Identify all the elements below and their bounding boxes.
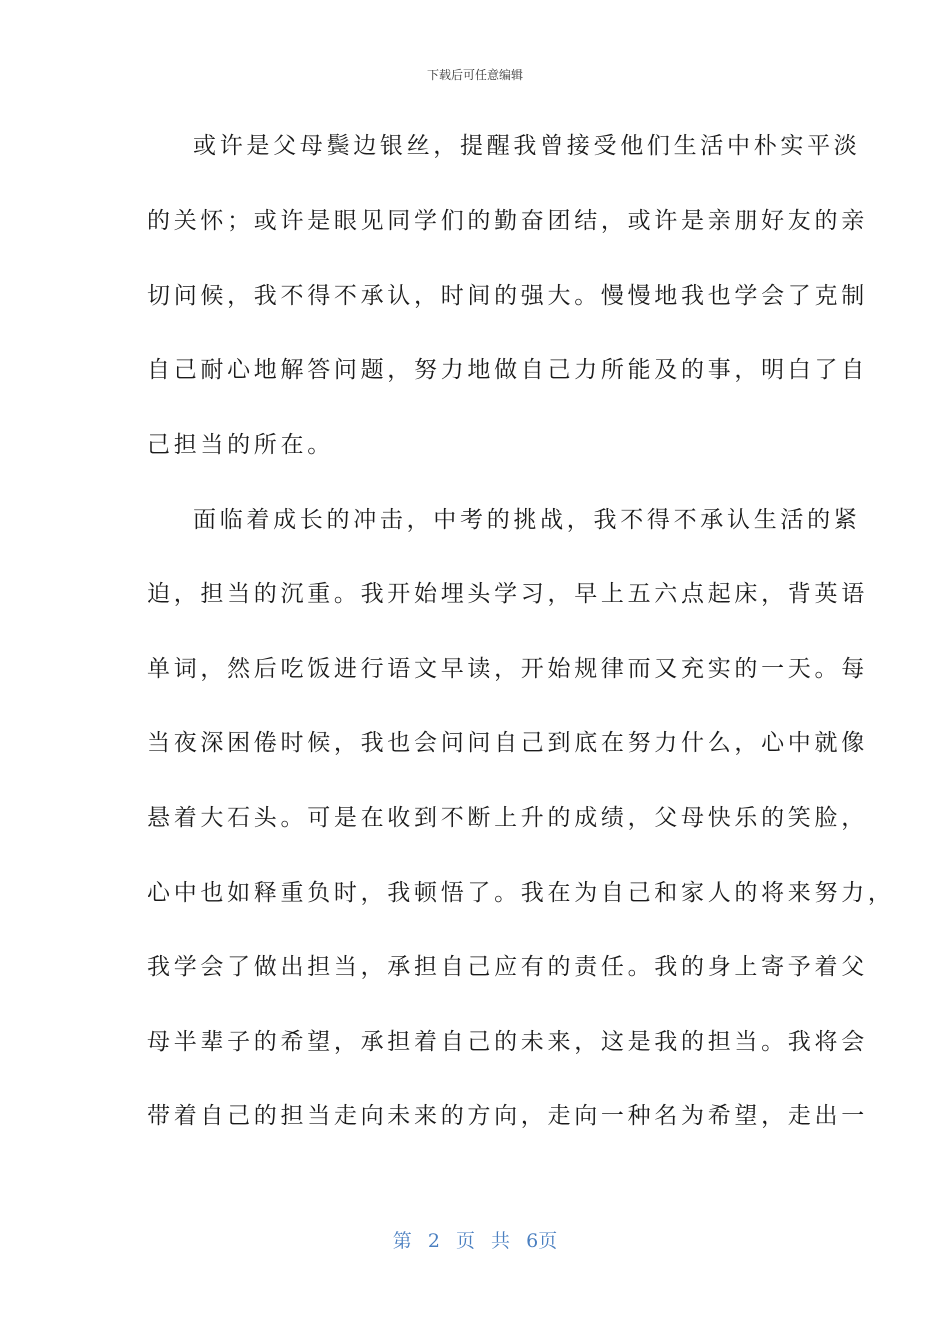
footer-total-word: 共 (491, 1230, 511, 1252)
paragraph-2-line-7: 我学会了做出担当，承担自己应有的责任。我的身上寄予着父 (147, 954, 868, 980)
paragraph-2-line-3: 单词，然后吃饭进行语文早读，开始规律而又充实的一天。每 (147, 656, 868, 682)
paragraph-2-line-2: 迫，担当的沉重。我开始埋头学习，早上五六点起床，背英语 (147, 581, 868, 607)
paragraph-2-line-1: 面临着成长的冲击，中考的挑战，我不得不承认生活的紧 (193, 507, 861, 533)
page-footer (0, 1226, 950, 1253)
paragraph-1-line-5: 己担当的所在。 (147, 432, 334, 458)
paragraph-1-line-3: 切问候，我不得不承认，时间的强大。慢慢地我也学会了克制 (147, 283, 868, 309)
paragraph-2-line-5: 悬着大石头。可是在收到不断上升的成绩，父母快乐的笑脸， (147, 805, 868, 831)
paragraph-1-line-4: 自己耐心地解答问题，努力地做自己力所能及的事，明白了自 (147, 357, 868, 383)
page-header: 下载后可任意编辑 (426, 68, 523, 82)
paragraph-2-line-8: 母半辈子的希望，承担着自己的未来，这是我的担当。我将会 (147, 1029, 868, 1055)
paragraph-1-line-1: 或许是父母鬓边银丝，提醒我曾接受他们生活中朴实平淡 (193, 133, 861, 159)
footer-prefix: 第 (392, 1230, 412, 1252)
footer-page-number: 2 (427, 1230, 440, 1252)
paragraph-1-line-2: 的关怀；或许是眼见同学们的勤奋团结，或许是亲朋好友的亲 (147, 208, 868, 234)
footer-page-word: 页 (455, 1230, 475, 1252)
paragraph-2-line-9: 带着自己的担当走向未来的方向，走向一种名为希望，走出一 (147, 1103, 868, 1129)
footer-total-pages: 6页 (526, 1230, 558, 1252)
paragraph-2-line-6: 心中也如释重负时，我顿悟了。我在为自己和家人的将来努力， (147, 880, 895, 906)
paragraph-2-line-4: 当夜深困倦时候，我也会问问自己到底在努力什么，心中就像 (147, 730, 868, 756)
